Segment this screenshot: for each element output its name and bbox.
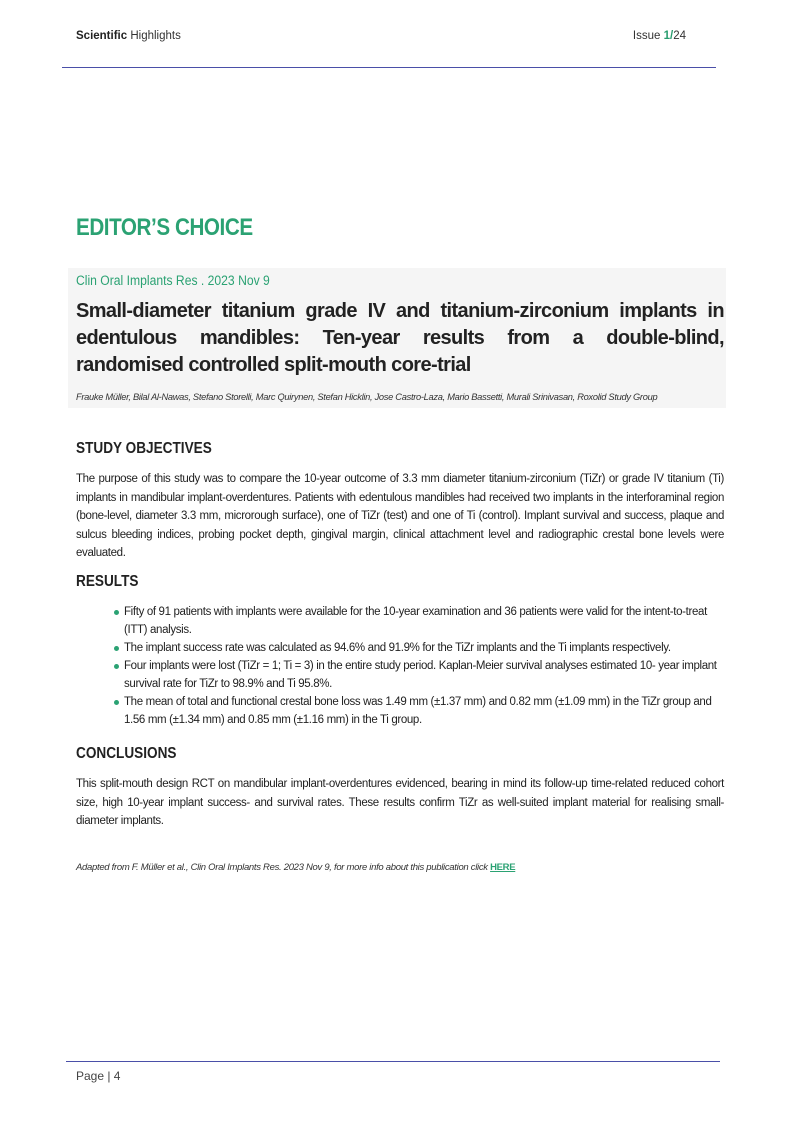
bullet-icon: [114, 646, 119, 651]
brand-rest: Highlights: [130, 30, 181, 42]
result-text: The mean of total and functional crestal bone loss was 1.49 mm (±1.37 mm) and 0.82 mm (±1.09 mm) in the TiZr group and 1.56 mm (±1.34 mm) and 0.85 mm (±1.16 mm) in the Ti group.: [124, 696, 712, 726]
issue-total: 24: [673, 30, 686, 42]
conclusions-text: This split-mouth design RCT on mandibular implant-overdentures evidenced, bearing in mind its follow-up time-related reduced cohort size, high 10-year implant success- and survival rates. These results confirm TiZr as well-suited implant material for realising small-diameter implants.: [76, 778, 724, 827]
brand-bold: Scientific: [76, 30, 128, 42]
bullet-icon: [114, 700, 119, 705]
publication-link[interactable]: HERE: [490, 862, 516, 873]
conclusions-heading: CONCLUSIONS: [76, 745, 177, 762]
bullet-icon: [114, 664, 119, 669]
issue-number: 1/: [663, 30, 674, 42]
issue-label: Issue: [632, 30, 661, 42]
list-item: [76, 693, 724, 729]
publication-name: [76, 30, 181, 42]
issue-indicator: [633, 30, 686, 42]
result-text: The implant success rate was calculated as 94.6% and 91.9% for the TiZr implants and the Ti implants respectively.: [124, 642, 671, 654]
page-header: [76, 30, 686, 46]
objectives-heading: STUDY OBJECTIVES: [76, 440, 212, 457]
objectives-text: The purpose of this study was to compare the 10-year outcome of 3.3 mm diameter titanium-zirconium (TiZr) or grade IV titanium (Ti) implants in mandibular implant-overdentures. Patients with edentulous mandibles had received two implants in the interforaminal region (bone-level, diameter 3.3 mm, microrough surface), one of TiZr (test) and one of Ti (control). Implant survival and success, plaque and sulcus bleeding indices, probing pocket depth, gingival margin, clinical attachment level and radiographic crestal bone levels were evaluated.: [76, 473, 724, 559]
source-note-text: Adapted from F. Müller et al., Clin Oral Implants Res. 2023 Nov 9, for more info about this publication click: [76, 862, 488, 873]
article-authors: Frauke Müller, Bilal Al-Nawas, Stefano Storelli, Marc Quirynen, Stefan Hicklin, Jose Castro-Laza, Mario Bassetti, Murali Srinivasan, Roxolid Study Group: [76, 392, 658, 402]
results-list: [76, 603, 724, 729]
results-heading: RESULTS: [76, 573, 139, 590]
list-item: [76, 657, 724, 693]
article-title: Small-diameter titanium grade IV and titanium-zirconium implants in edentulous mandibles: Ten-year results from a double-blind, randomised controlled split-mouth core-trial: [76, 300, 724, 376]
page-number: Page | 4: [76, 1069, 121, 1083]
header-divider: [62, 67, 716, 68]
journal-citation: Clin Oral Implants Res . 2023 Nov 9: [76, 273, 270, 288]
bullet-icon: [114, 610, 119, 615]
result-text: Four implants were lost (TiZr = 1; Ti = 3) in the entire study period. Kaplan-Meier survival analyses estimated 10- year implant survival rate for TiZr to 98.9% and Ti 95.8%.: [124, 660, 717, 690]
result-text: Fifty of 91 patients with implants were available for the 10-year examination and 36 patients were valid for the intent-to-treat (ITT) analysis.: [124, 606, 707, 636]
section-title: EDITOR’S CHOICE: [76, 214, 253, 241]
footer-divider: [66, 1061, 720, 1062]
source-note: [76, 862, 515, 873]
list-item: [76, 603, 724, 639]
list-item: [76, 639, 724, 657]
